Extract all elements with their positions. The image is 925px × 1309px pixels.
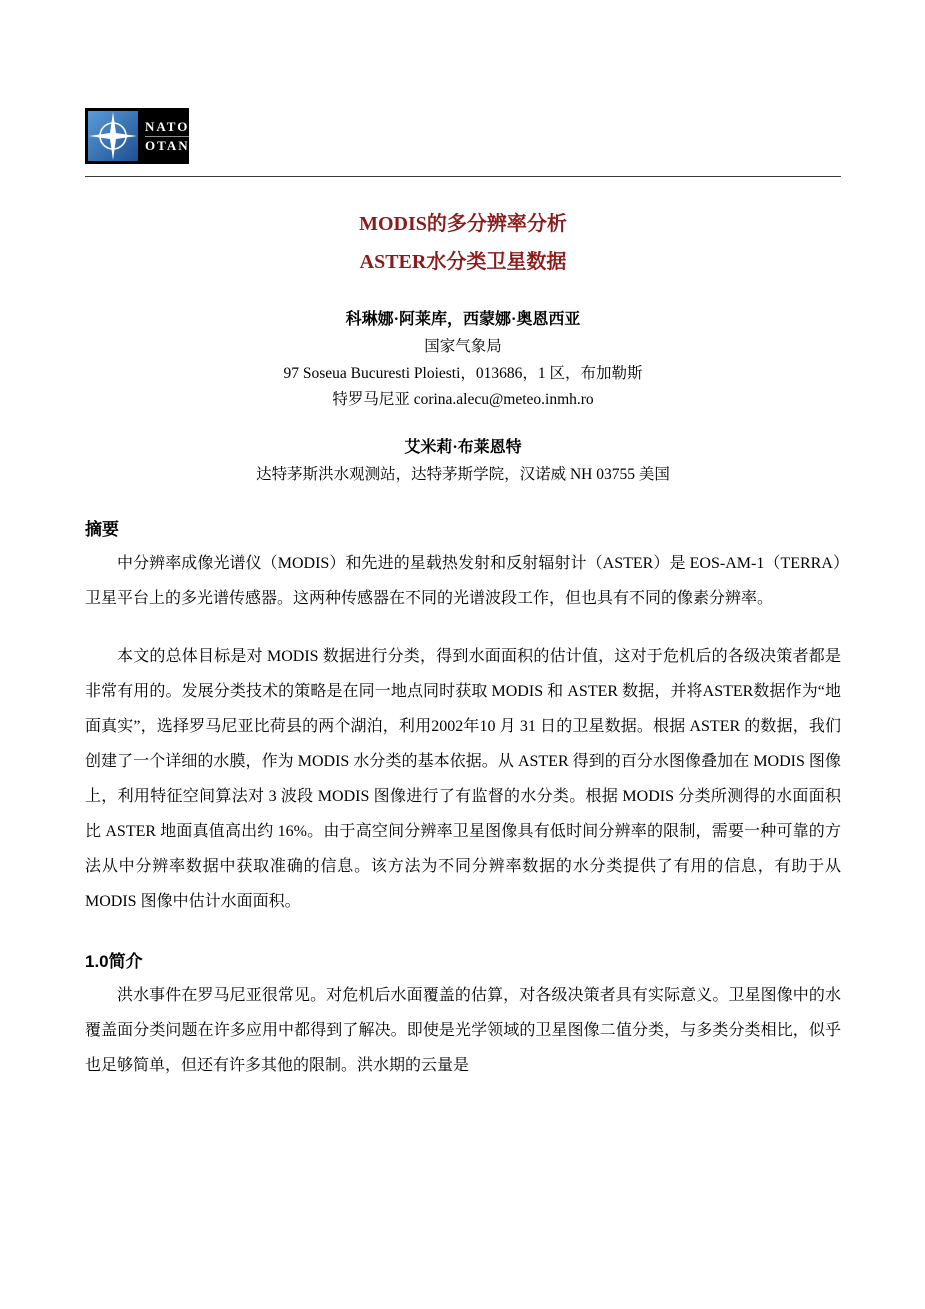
- header-divider: [85, 176, 841, 177]
- author-names-1: 科琳娜·阿莱库，西蒙娜·奥恩西亚: [345, 311, 581, 328]
- author-block-1: [85, 307, 841, 413]
- author-block-2: [85, 435, 841, 488]
- paper-title-line2: ASTER水分类卫星数据: [359, 251, 567, 273]
- nato-compass-icon: [88, 111, 138, 161]
- paper-title: [85, 205, 841, 281]
- nato-wordmark-line2: OTAN: [145, 137, 190, 153]
- affiliation-2: 达特茅斯洪水观测站，达特茅斯学院，汉诺威 NH 03755 美国: [256, 465, 670, 483]
- abstract-paragraph-1: 中分辨率成像光谱仪（MODIS）和先进的星载热发射和反射辐射计（ASTER）是 EOS-AM-1（TERRA）卫星平台上的多光谱传感器。这两种传感器在不同的光谱波段工作，但也具有不同的像素分辨率。: [85, 555, 841, 607]
- introduction-heading: 1.0简介: [85, 952, 143, 971]
- address-line-2: 特罗马尼亚 corina.alecu@meteo.inmh.ro: [332, 391, 594, 408]
- introduction-paragraph-1: 洪水事件在罗马尼亚很常见。对危机后水面覆盖的估算，对各级决策者具有实际意义。卫星图像中的水覆盖面分类问题在许多应用中都得到了解决。即使是光学领域的卫星图像二值分类，与多类分类相比，似乎也足够简单，但还有许多其他的限制。洪水期的云量是: [85, 987, 841, 1074]
- affiliation-1: 国家气象局: [424, 338, 502, 355]
- author-names-2: 艾米莉·布莱恩特: [404, 438, 522, 456]
- nato-wordmark: [145, 118, 190, 155]
- abstract-paragraph-2: 本文的总体目标是对 MODIS 数据进行分类，得到水面面积的估计值，这对于危机后的各级决策者都是非常有用的。发展分类技术的策略是在同一地点同时获取 MODIS 和 ASTER 数据，并将ASTER数据作为“地面真实”，选择罗马尼亚比荷县的两个湖泊，利用2002年10 月 31 日的卫星数据。根据 ASTER 的数据，我们创建了一个详细的水膜，作为 MODIS 水分类的基本依据。从 ASTER 得到的百分水图像叠加在 MODIS 图像上，利用特征空间算法对 3 波段 MODIS 图像进行了有监督的水分类。根据 MODIS 分类所测得的水面面积比 ASTER 地面真值高出约 16%。由于高空间分辨率卫星图像具有低时间分辨率的限制，需要一种可靠的方法从中分辨率数据中获取准确的信息。该方法为不同分辨率数据的水分类提供了有用的信息，有助于从 MODIS 图像中估计水面面积。: [85, 648, 841, 910]
- nato-logo: [85, 108, 189, 164]
- abstract-heading: 摘要: [85, 520, 119, 539]
- address-line-1: 97 Soseua Bucuresti Ploiesti，013686，1 区，布加勒斯: [283, 364, 643, 382]
- paper-title-line1: MODIS的多分辨率分析: [359, 213, 567, 235]
- nato-wordmark-line1: NATO: [145, 118, 189, 137]
